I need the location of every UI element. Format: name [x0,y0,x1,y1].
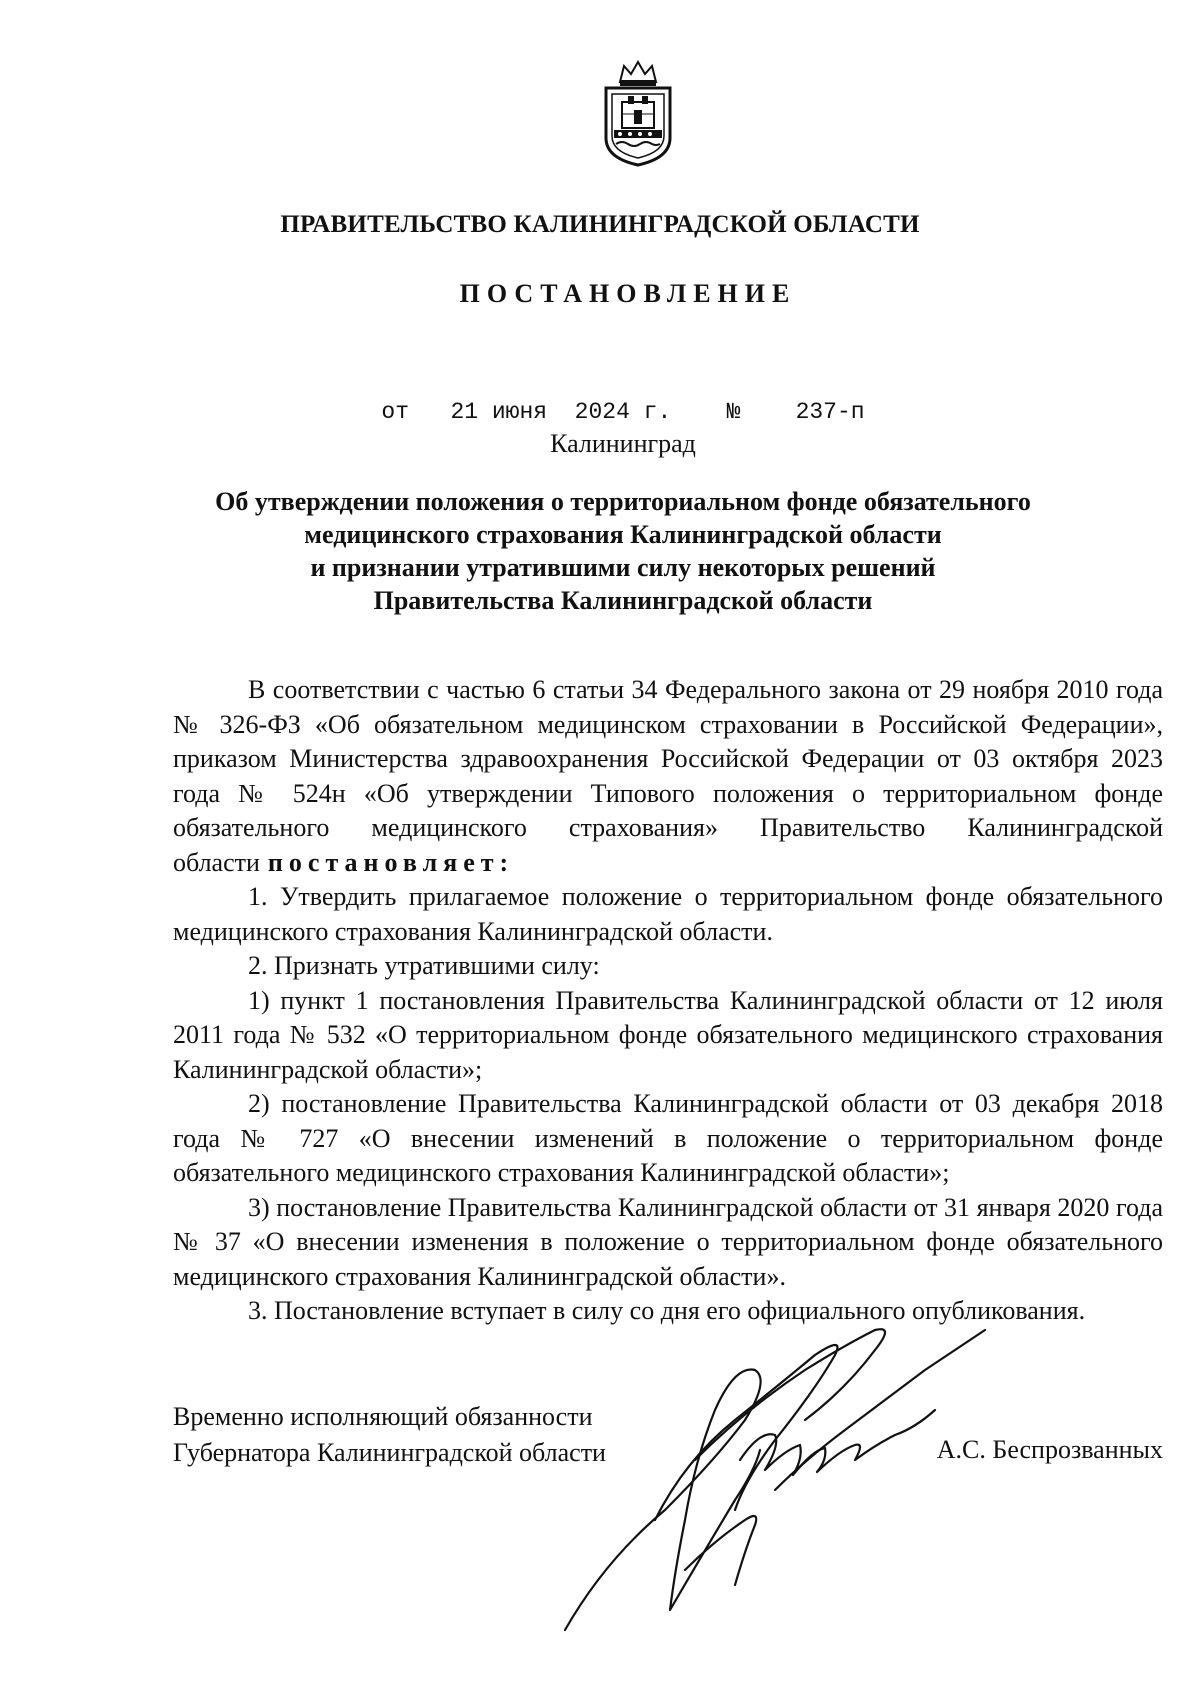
document-subject [0,485,1200,617]
item-2-3: 3) постановление Правительства Калининградской области от 31 января 2020 года № 37 «О внесении изменения в положение о территориальном фонде обязательного медицинского страхования Калининградской области». [173,1192,1163,1291]
subject-line: медицинского страхования Калининградской области [304,520,942,549]
position-line: Временно исполняющий обязанности [173,1402,593,1431]
handwritten-signature [545,1310,1005,1640]
subject-line: Правительства Калининградской области [373,586,873,615]
coat-of-arms-icon [598,58,678,168]
document-city: Калининград [550,429,696,458]
position-line: Губернатора Калининградской области [173,1438,606,1467]
date-prefix: от [381,399,410,425]
item-1: 1. Утвердить прилагаемое положение о территориальном фонде обязательного медицинского страхования Калининградской области. [173,882,1163,946]
item-2: 2. Признать утратившими силу: [248,951,600,980]
number-sign: № [726,399,741,425]
document-number: 237-п [795,399,865,425]
item-3: 3. Постановление вступает в силу со дня его официального опубликования. [248,1296,1086,1325]
subject-line: Об утверждении положения о территориальном фонде обязательного [215,487,1031,516]
resolves-keyword: постановляет: [267,847,515,877]
document-date: 21 июня 2024 г. [450,399,672,425]
document-body [173,673,1163,1329]
subject-line: и признании утратившими силу некоторых решений [310,553,936,582]
date-number-line [0,399,1200,425]
organization-title: ПРАВИТЕЛЬСТВО КАЛИНИНГРАДСКОЙ ОБЛАСТИ [280,211,920,238]
signatory-position [173,1399,606,1471]
preamble-paragraph [173,673,1163,880]
signatory-name: А.С. Беспрозванных [936,1435,1163,1464]
document-type: ПОСТАНОВЛЕНИЕ [459,279,797,308]
item-2-2: 2) постановление Правительства Калининградской области от 03 декабря 2018 года № 727 «О внесении изменений в положение о территориальном фонде обязательного медицинского страхования Калининградской области»; [173,1089,1163,1187]
item-2-1: 1) пункт 1 постановления Правительства Калининградской области от 12 июля 2011 года № 532 «О территориальном фонде обязательного медицинского страхования Калининградской области»; [173,985,1163,1084]
preamble-text: В соответствии с частью 6 статьи 34 Федерального закона от 29 ноября 2010 года № 326-ФЗ «Об обязательном медицинском страховании в Российской Федерации», приказом Министерства здравоохранения Российской Федерации от 03 октября 2023 года № 524н «Об утверждении Типового положения о территориальном фонде обязательного медицинского страхования» Правительство Калининградской области [173,675,1163,877]
